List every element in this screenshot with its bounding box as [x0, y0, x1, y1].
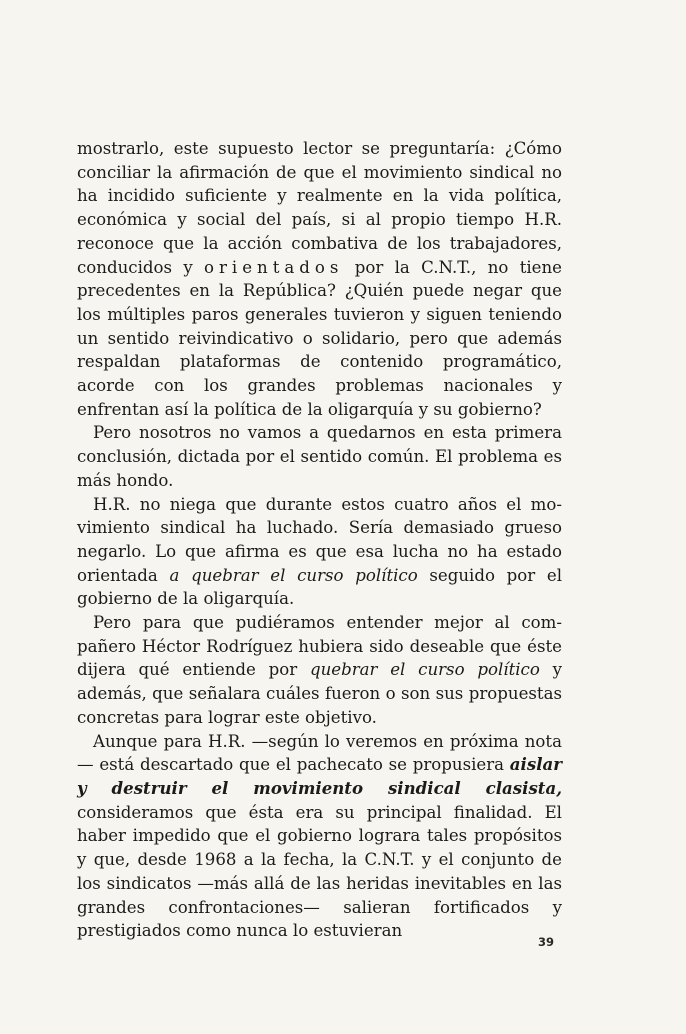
paragraph-1-text: mostrarlo, este supuesto lector se preguntaría: ¿Cómo conciliar la afirmación de que el movimiento sindical no ha incidido suficiente y realmente en la vida política, económica y social del país, si al propio tiempo H.R. reconoce que la acción combativa de los trabajadores, conducidos y — [77, 139, 562, 277]
paragraph-2 — [77, 421, 562, 492]
paragraph-3-text-before: H.R. no niega que durante estos cuatro años el movimiento sindical ha luchado. Sería demasiado grueso negarlo. Lo que afirma es que esa lucha no ha estado orientada — [77, 494, 562, 585]
page-number: 39 — [538, 935, 555, 949]
paragraph-4-text-after: y además, que señalara cuáles fueron o son sus propuestas concretas para lograr este objetivo. — [77, 660, 562, 727]
paragraph-5-text-after: consideramos que ésta era su principal finalidad. El haber impedido que el gobierno lograra tales propósitos y que, desde 1968 a la fecha, la C.N.T. y el conjunto de los sindicatos —más allá de las heridas inevitables en las grandes confrontaciones— salieran fortificados y prestigiados como nunca lo estuvieran — [77, 802, 562, 941]
paragraph-4-emphasis: quebrar el curso político — [309, 660, 540, 680]
paragraph-5 — [77, 730, 562, 943]
paragraph-4 — [77, 611, 562, 730]
paragraph-1 — [77, 137, 562, 421]
paragraph-5-emphasis: aislar y destruir el movimiento sindical clasista, — [77, 754, 562, 798]
body-text — [77, 137, 562, 943]
paragraph-3-emphasis: a quebrar el curso político — [169, 565, 418, 585]
paragraph-3 — [77, 493, 562, 612]
paragraph-2-text: Pero nosotros no vamos a quedarnos en esta primera conclusión, dictada por el sentido común. El problema es más hondo. — [77, 423, 562, 490]
paragraph-1-text-after: por la C.N.T., no tiene precedentes en la República? ¿Quién puede negar que los múltiples paros generales tuvieron y siguen teniendo un sentido reivindicativo o solidario, pero que además respaldan plataformas de contenido programático, acorde con los grandes problemas nacionales y enfrentan así la política de la oligarquía y su gobierno? — [77, 257, 562, 419]
paragraph-5-text-before: Aunque para H.R. —según lo veremos en próxima nota— está descartado que el pachecato se propusiera — [77, 731, 562, 775]
paragraph-1-spaced-word: orientados — [204, 257, 344, 277]
paragraph-4-text-before: Pero para que pudiéramos entender mejor al compañero Héctor Rodríguez hubiera sido deseable que éste dijera qué entiende por — [77, 613, 562, 680]
paragraph-3-text-after: seguido por el gobierno de la oligarquía. — [77, 565, 563, 609]
